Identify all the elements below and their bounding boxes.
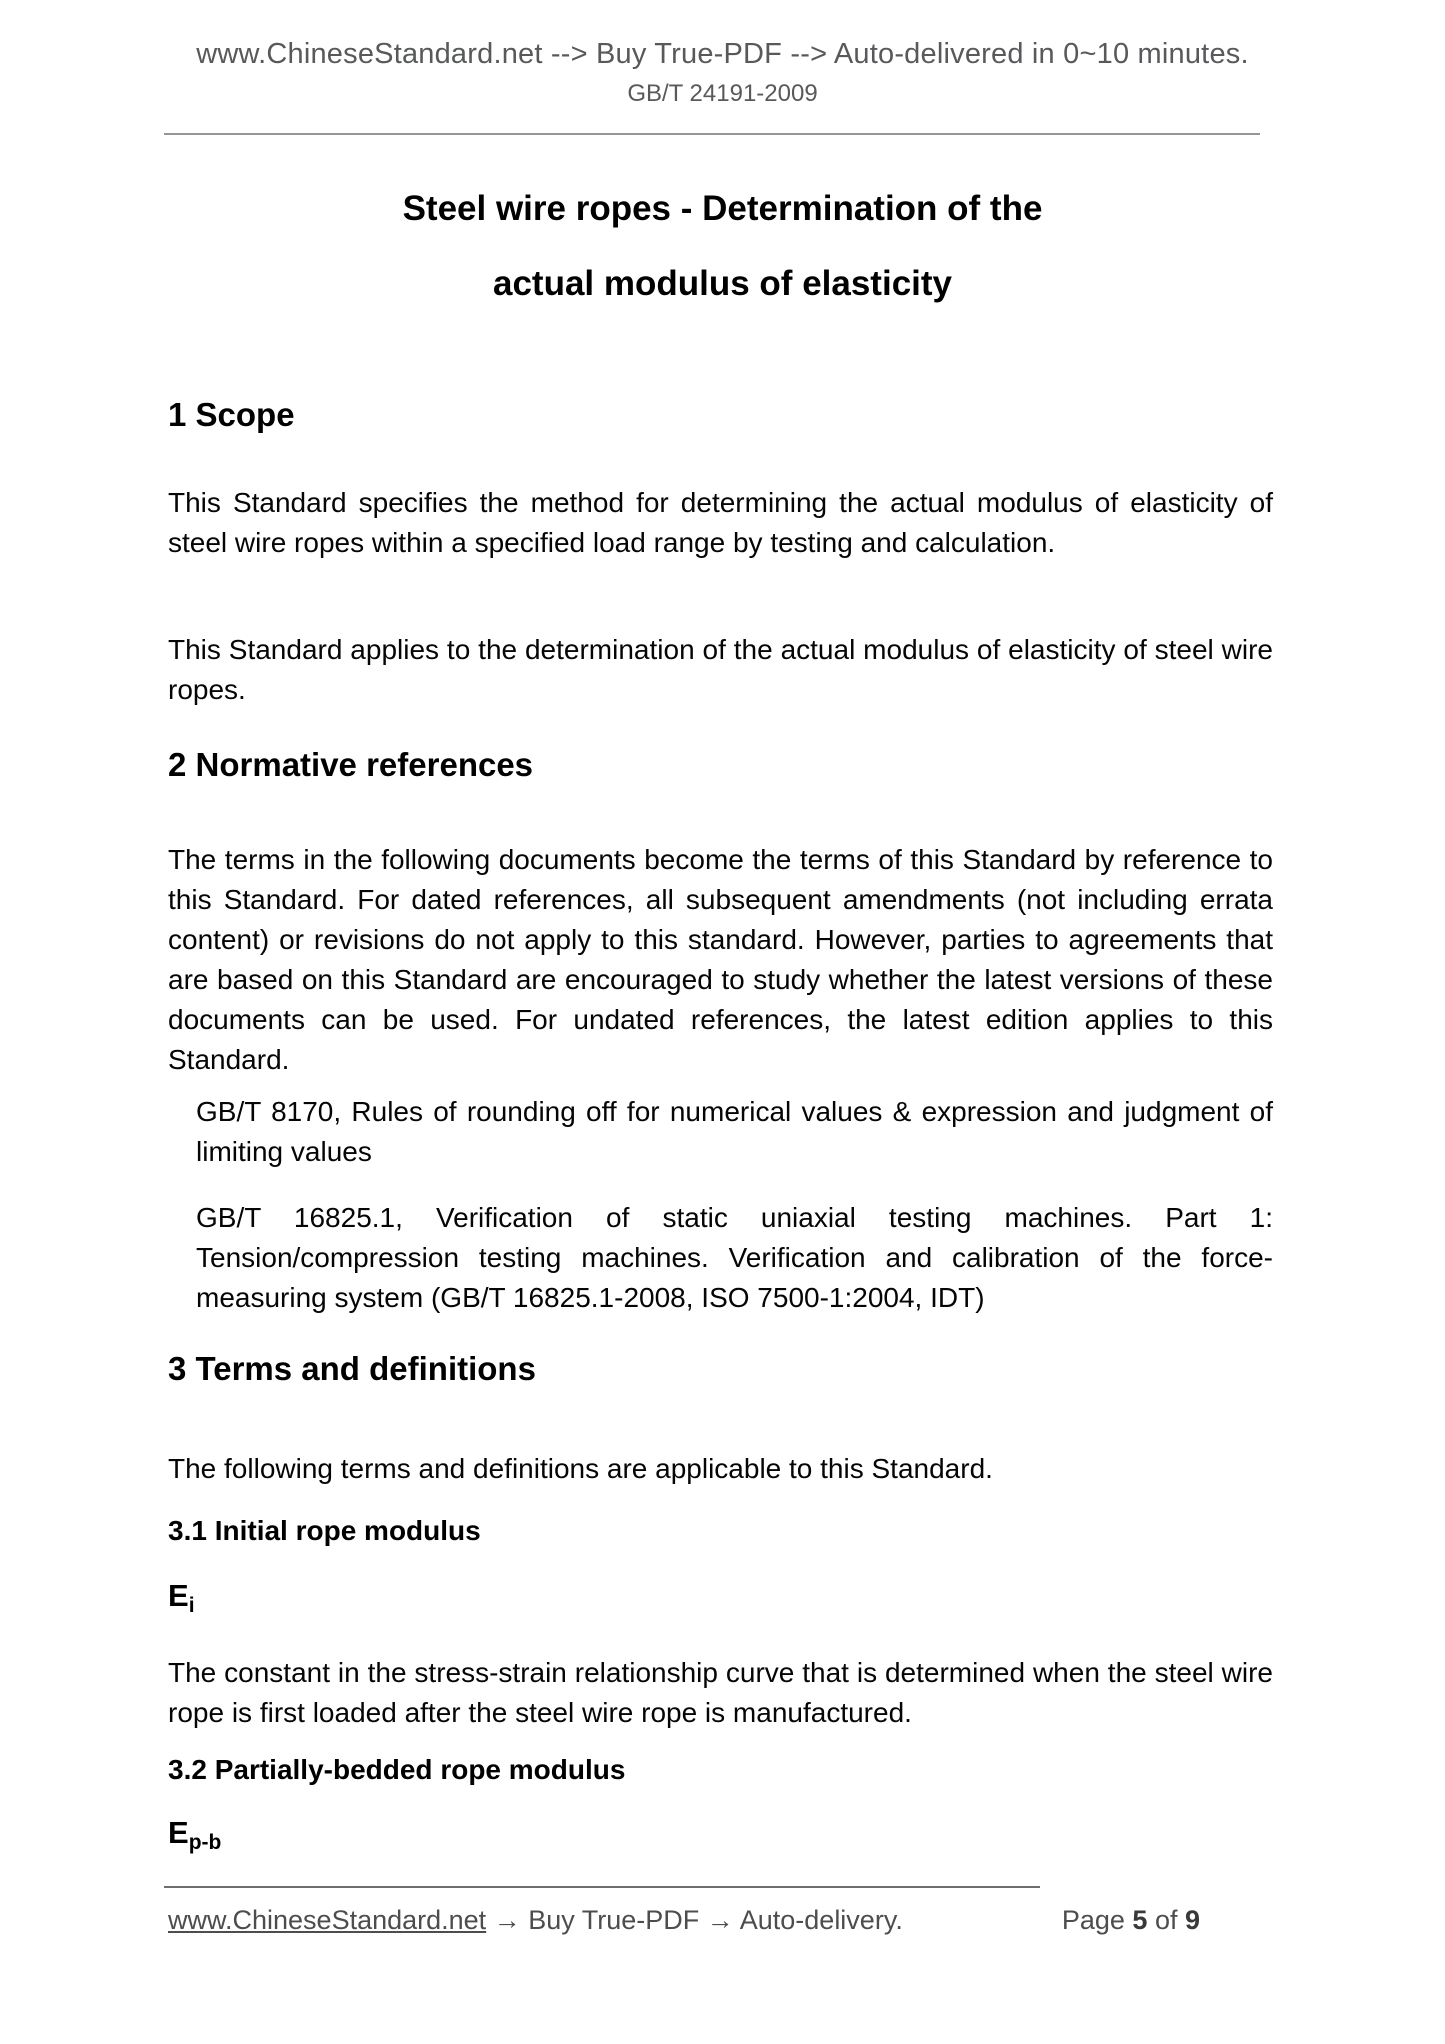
- normative-paragraph: The terms in the following documents become the terms of this Standard by reference to this Standard. For dated references, all subsequent amendments (not including errata content) or revisions do not apply to this standard. However, parties to agreements that are based on this Standard are encouraged to study whether the latest versions of these documents can be used. For undated references, the latest edition applies to this Standard.: [168, 844, 1273, 1075]
- term-3-1-definition: The constant in the stress-strain relationship curve that is determined when the steel wire rope is first loaded after the steel wire rope is manufactured.: [168, 1657, 1273, 1728]
- scope-paragraph-2: This Standard applies to the determination of the actual modulus of elasticity of steel wire ropes.: [168, 634, 1273, 705]
- symbol-base: E: [168, 1815, 189, 1850]
- doc-title-line-1: Steel wire ropes - Determination of the: [402, 189, 1043, 228]
- term-3-1-heading: 3.1 Initial rope modulus: [168, 1515, 481, 1546]
- section-heading-scope: 1 Scope: [168, 396, 295, 433]
- footer-delivery-note: [168, 1905, 903, 1936]
- page-total: 9: [1184, 1905, 1200, 1935]
- footer-divider: [164, 1886, 1040, 1888]
- symbol-subscript: i: [188, 1594, 195, 1617]
- page-of-label: of: [1147, 1905, 1185, 1935]
- term-3-1-symbol: [168, 1578, 195, 1618]
- header-delivery-note: www.ChineseStandard.net --> Buy True-PDF --> Auto-delivered in 0~10 minutes.: [196, 38, 1249, 70]
- page-indicator: [1062, 1905, 1200, 1936]
- footer: [168, 1905, 1200, 1936]
- symbol-subscript: p-b: [188, 1831, 222, 1854]
- normative-reference-gbt8170: GB/T 8170, Rules of rounding off for numerical values & expression and judgment of limiting values: [196, 1096, 1273, 1167]
- terms-intro: The following terms and definitions are applicable to this Standard.: [168, 1453, 993, 1484]
- page-label: Page: [1061, 1905, 1133, 1935]
- footer-delivery-text: → Buy True-PDF → Auto-delivery.: [486, 1905, 903, 1935]
- normative-reference-gbt16825: GB/T 16825.1, Verification of static uniaxial testing machines. Part 1: Tension/compression testing machines. Verification and calibration of the force-measuring system (GB/T 16825.1-2008, ISO 7500-1:2004, IDT): [196, 1202, 1273, 1313]
- term-3-2-symbol: [168, 1815, 221, 1855]
- symbol-base: E: [168, 1578, 189, 1613]
- header-divider: [164, 133, 1260, 135]
- scope-paragraph-1: This Standard specifies the method for determining the actual modulus of elasticity of steel wire ropes within a specified load range by testing and calculation.: [168, 487, 1273, 558]
- term-3-2-heading: 3.2 Partially-bedded rope modulus: [168, 1754, 626, 1785]
- section-heading-normative-references: 2 Normative references: [168, 746, 534, 783]
- footer-site-link[interactable]: www.ChineseStandard.net: [168, 1905, 487, 1935]
- section-heading-terms: 3 Terms and definitions: [168, 1350, 536, 1387]
- header-standard-code: GB/T 24191-2009: [627, 80, 818, 107]
- doc-title-line-2: actual modulus of elasticity: [493, 264, 952, 303]
- page-current: 5: [1132, 1905, 1148, 1935]
